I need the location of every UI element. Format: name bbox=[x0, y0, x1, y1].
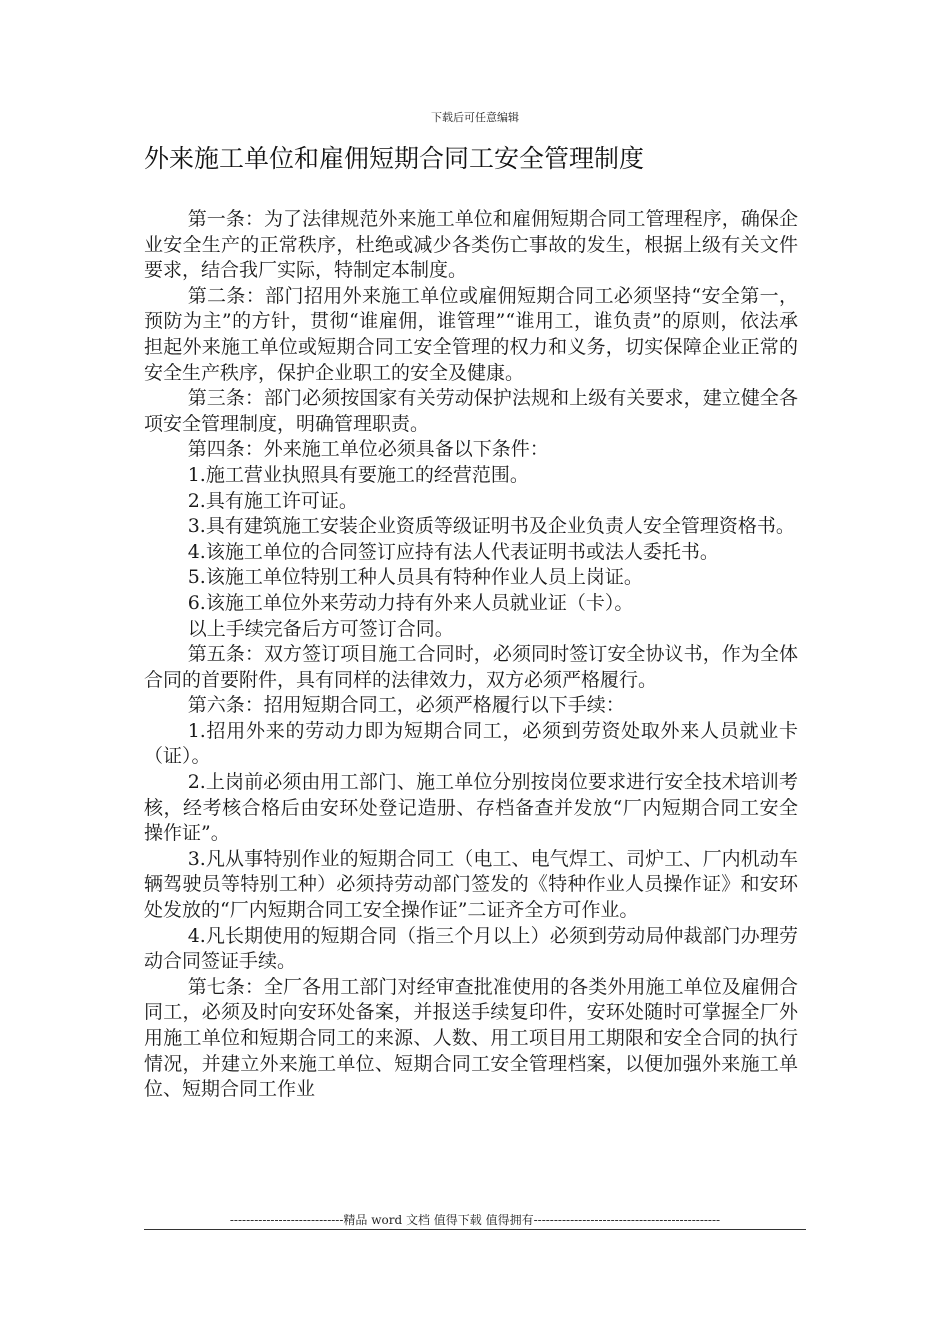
article-6-item-2: 2.上岗前必须由用工部门、施工单位分别按岗位要求进行安全技术培训考核，经考核合格后由安环处登记造册、存档备查并发放“厂内短期合同工安全操作证”。 bbox=[144, 771, 798, 845]
article-6-item-4: 4.凡长期使用的短期合同（指三个月以上）必须到劳动局仲裁部门办理劳动合同签证手续。 bbox=[144, 924, 798, 973]
article-5-paragraph: 第五条：双方签订项目施工合同时，必须同时签订安全协议书，作为全体合同的首要附件，具有同样的法律效力，双方必须严格履行。 bbox=[144, 643, 798, 691]
article-6-item-3: 3.凡从事特别作业的短期合同工（电工、电气焊工、司炉工、厂内机动车辆驾驶员等特别工种）必须持劳动部门签发的《特种作业人员操作证》和安环处发放的“厂内短期合同工安全操作证”二证齐全方可作业。 bbox=[144, 847, 798, 922]
header-note: 下载后可任意编辑 bbox=[431, 111, 519, 124]
article-7-paragraph: 第七条：全厂各用工部门对经审查批准使用的各类外用施工单位及雇佣合同工，必须及时向安环处备案，并报送手续复印件，安环处随时可掌握全厂外用施工单位和短期合同工的来源、人数、用工项目用工期限和安全合同的执行情况，并建立外来施工单位、短期合同工安全管理档案，以便加强外来施工单位、短期合同工作业 bbox=[144, 975, 798, 1101]
footer-note: ----------------------------精品 word 文档 值得下载 值得拥有---------------------------------------------- bbox=[229, 1213, 721, 1227]
article-6-item-1: 1.招用外来的劳动力即为短期合同工，必须到劳资处取外来人员就业卡（证）。 bbox=[144, 719, 798, 768]
article-4-item-3: 3.具有建筑施工安装企业资质等级证明书及企业负责人安全管理资格书。 bbox=[187, 515, 795, 538]
footer-divider bbox=[144, 1229, 806, 1230]
article-6-paragraph: 第六条：招用短期合同工，必须严格履行以下手续： bbox=[187, 694, 625, 717]
article-4-item-2: 2.具有施工许可证。 bbox=[187, 489, 358, 512]
article-4-closing: 以上手续完备后方可签订合同。 bbox=[187, 617, 454, 640]
article-2-paragraph: 第二条：部门招用外来施工单位或雇佣短期合同工必须坚持“安全第一，预防为主”的方针，贯彻“谁雇佣，谁管理”“谁用工，谁负责”的原则，依法承担起外来施工单位或短期合同工安全管理的权力和义务，切实保障企业正常的安全生产秩序，保护企业职工的安全及健康。 bbox=[144, 284, 798, 384]
article-4-item-5: 5.该施工单位特别工种人员具有特种作业人员上岗证。 bbox=[187, 566, 643, 589]
article-4-paragraph: 第四条：外来施工单位必须具备以下条件： bbox=[187, 438, 549, 461]
article-4-item-1: 1.施工营业执照具有要施工的经营范围。 bbox=[187, 463, 529, 486]
document-body bbox=[144, 207, 798, 1103]
document-title: 外来施工单位和雇佣短期合同工安全管理制度 bbox=[144, 144, 645, 173]
article-4-item-4: 4.该施工单位的合同签订应持有法人代表证明书或法人委托书。 bbox=[187, 540, 719, 563]
article-1-paragraph: 第一条：为了法律规范外来施工单位和雇佣短期合同工管理程序，确保企业安全生产的正常秩序，杜绝或减少各类伤亡事故的发生，根据上级有关文件要求，结合我厂实际，特制定本制度。 bbox=[144, 208, 798, 282]
article-3-paragraph: 第三条：部门必须按国家有关劳动保护法规和上级有关要求，建立健全各项安全管理制度，明确管理职责。 bbox=[144, 387, 798, 435]
article-4-item-6: 6.该施工单位外来劳动力持有外来人员就业证（卡）。 bbox=[187, 591, 634, 614]
